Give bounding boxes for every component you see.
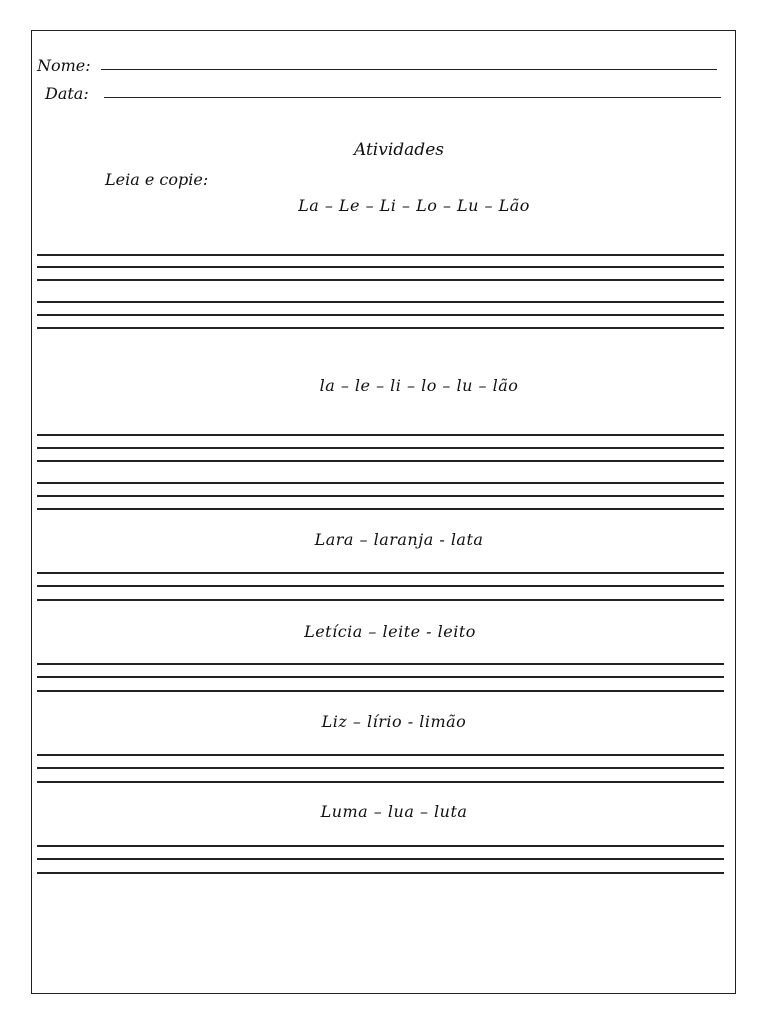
writing-line[interactable] [37, 690, 724, 692]
instruction-text: Leia e copie: [105, 170, 209, 189]
word-row-lara: Lara – laranja - lata [314, 530, 484, 549]
writing-line[interactable] [37, 663, 724, 665]
syllable-row-lowercase: la – le – li – lo – lu – lão [319, 376, 519, 395]
writing-line[interactable] [37, 460, 724, 462]
writing-line[interactable] [37, 858, 724, 860]
word-row-liz: Liz – lírio - limão [321, 712, 467, 731]
writing-line[interactable] [37, 767, 724, 769]
writing-line[interactable] [37, 508, 724, 510]
writing-line[interactable] [37, 301, 724, 303]
writing-line[interactable] [37, 254, 724, 256]
writing-line[interactable] [37, 585, 724, 587]
writing-line[interactable] [37, 845, 724, 847]
page-title: Atividades [354, 140, 444, 160]
writing-line[interactable] [37, 872, 724, 874]
writing-line[interactable] [37, 781, 724, 783]
writing-line[interactable] [37, 447, 724, 449]
writing-line[interactable] [37, 482, 724, 484]
name-line[interactable] [101, 69, 717, 70]
writing-line[interactable] [37, 599, 724, 601]
writing-line[interactable] [37, 279, 724, 281]
writing-line[interactable] [37, 754, 724, 756]
writing-line[interactable] [37, 314, 724, 316]
date-label: Data: [45, 84, 89, 103]
date-line[interactable] [104, 97, 721, 98]
writing-line[interactable] [37, 266, 724, 268]
word-row-luma: Luma – lua – luta [320, 802, 468, 821]
syllable-row-uppercase: La – Le – Li – Lo – Lu – Lão [298, 196, 530, 215]
word-row-leticia: Letícia – leite - leito [304, 622, 476, 641]
writing-line[interactable] [37, 676, 724, 678]
writing-line[interactable] [37, 327, 724, 329]
writing-line[interactable] [37, 572, 724, 574]
writing-line[interactable] [37, 434, 724, 436]
writing-line[interactable] [37, 495, 724, 497]
name-label: Nome: [37, 56, 91, 75]
